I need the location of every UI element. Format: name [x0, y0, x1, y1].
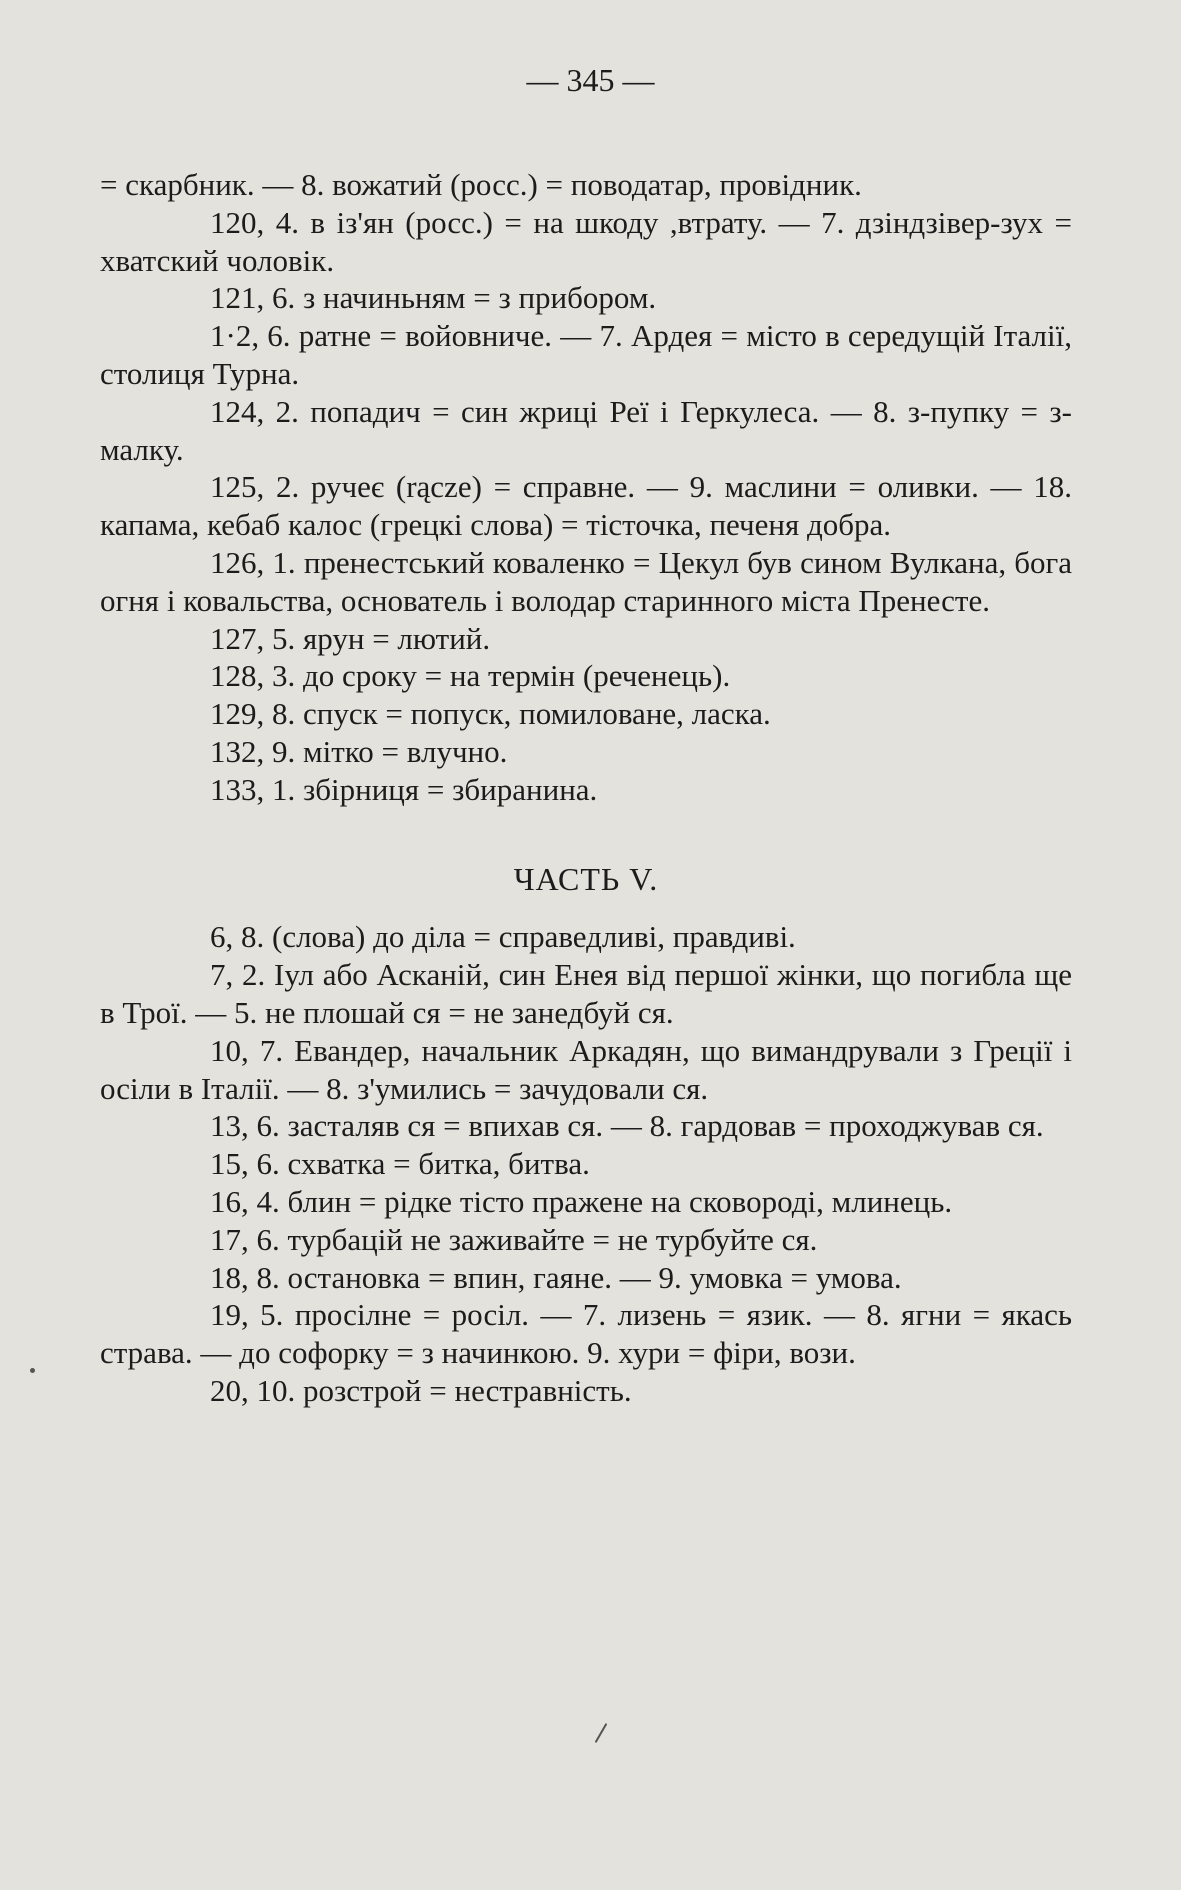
- paragraph: 127, 5. ярун = лютий.: [210, 620, 491, 656]
- ink-speck: [595, 1723, 608, 1743]
- ink-speck: [30, 1368, 35, 1373]
- paragraph: 6, 8. (слова) до діла = справедливі, правдиві.: [210, 919, 796, 955]
- paragraph: 20, 10. розстрой = нестравність.: [210, 1372, 632, 1408]
- paragraph: 120, 4. в із'ян (росс.) = на шкоду ,втрату. — 7. дзіндзівер-зух = хватский чоловік.: [100, 204, 1072, 278]
- paragraph: 7, 2. Іул або Асканій, син Енея від першої жінки, що погибла ще в Трої. — 5. не плошай ся = не занедбуй ся.: [100, 957, 1072, 1030]
- paragraph: 133, 1. збірниця = збиранина.: [210, 771, 598, 807]
- paragraph: 1·2, 6. ратне = войовниче. — 7. Ардея = місто в середущій Італії, столиця Турна.: [100, 318, 1072, 391]
- paragraph: 18, 8. остановка = впин, гаяне. — 9. умовка = умова.: [210, 1259, 902, 1295]
- paragraph: 125, 2. ручеє (rącze) = справне. — 9. маслини = оливки. — 18. капама, кебаб калос (грецкі слова) = тісточка, печеня добра.: [100, 469, 1072, 543]
- paragraph: 128, 3. до сроку = на термін (реченець).: [210, 658, 731, 694]
- text-body: [100, 166, 1072, 1410]
- paragraph: 17, 6. турбацій не заживайте = не турбуйте ся.: [210, 1221, 818, 1257]
- paragraph: 10, 7. Евандер, начальник Аркадян, що вимандрували з Греції і осіли в Італії. — 8. з'умились = зачудовали ся.: [100, 1032, 1072, 1106]
- page-number: — 345 —: [526, 62, 655, 98]
- paragraph: = скарбник. — 8. вожатий (росс.) = поводатар, провідник.: [100, 167, 862, 202]
- paragraph: 121, 6. з начиньням = з прибором.: [210, 280, 657, 316]
- paragraph: 124, 2. попадич = син жриці Реї і Геркулеса. — 8. з-пупку = з-малку.: [100, 393, 1072, 467]
- paragraph: 13, 6. засталяв ся = впихав ся. — 8. гардовав = проходжував ся.: [210, 1108, 1044, 1144]
- paragraph: 129, 8. спуск = попуск, помиловане, ласка.: [210, 696, 771, 732]
- paragraph: 126, 1. пренестський коваленко = Цекул був сином Вулкана, бога огня і ковальства, основатель і володар старинного міста Пренесте.: [100, 544, 1072, 618]
- paragraph: 15, 6. схватка = битка, битва.: [210, 1146, 590, 1182]
- paragraph: 132, 9. мітко = влучно.: [210, 733, 508, 769]
- paragraph: 16, 4. блин = рідке тісто пражене на сковороді, млинець.: [210, 1183, 953, 1219]
- section-heading: ЧАСТЬ V.: [513, 860, 659, 897]
- paragraph: 19, 5. просілне = росіл. — 7. лизень = язик. — 8. ягни = якась страва. — до софорку = з начинкою. 9. хури = фіри, вози.: [100, 1297, 1072, 1371]
